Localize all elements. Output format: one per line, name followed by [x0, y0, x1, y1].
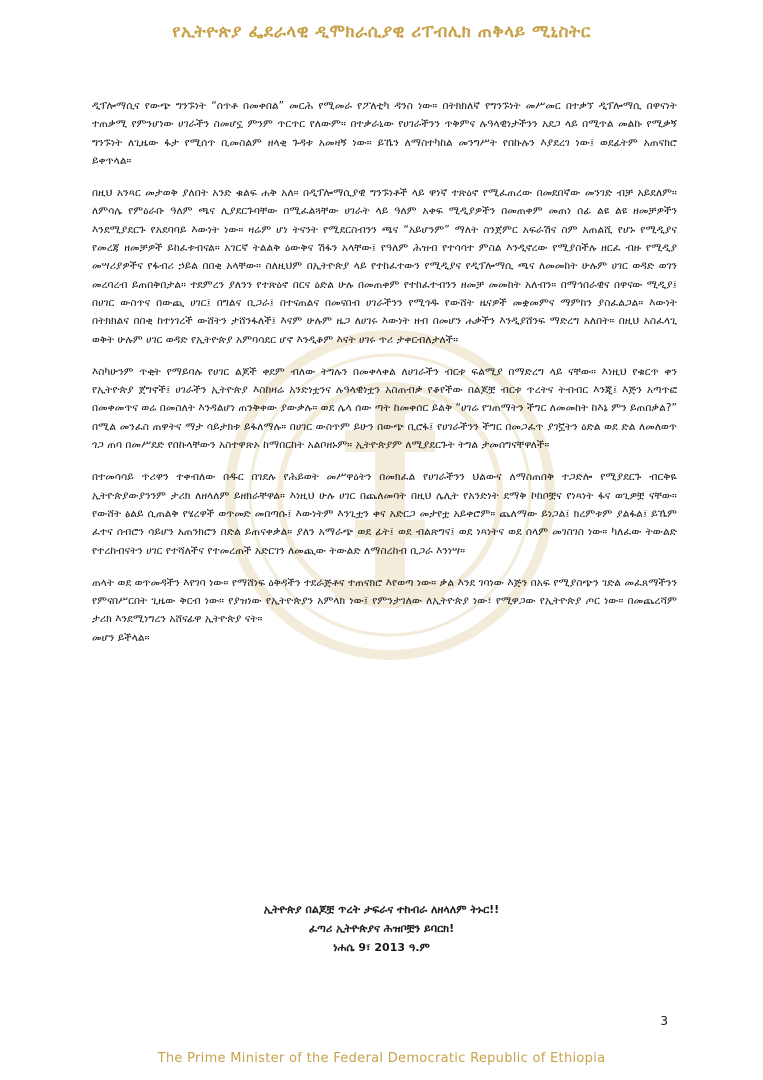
page-number: 3: [660, 1014, 668, 1028]
closing-block: [0, 900, 763, 957]
page-footer: The Prime Minister of the Federal Democratic Republic of Ethiopia: [157, 1051, 606, 1066]
paragraph-4: በተመሳሳይ ጥሪዋን ተቀብለው በዱር በገደሉ የሕይወት መሥዋዕትን በመክፈል የሀገራችንን ህልውና ለማስጠበቅ ተጋድሎ የሚያደርጉ ብርቅዬ ኢትዮጵያውያንንም ታሪክ ለዘላለም ይዘክራቸዋል። እነዚህ ሁሉ ሀገር በጨለመባት በዚህ ሌሊት የአንድነት ደማቅ ኮከቦቿና የነጻነት ፋና ወጊዎቿ ናቸው። የውሸት ፅልይ ሲጠልቅ የሄረዋች ወጥመድ መበጣሱ፤ እውነትም እንጊቷን ቀና አድርጋ መታየቷ አይቀሮም። ጨለማው ይነጋል፤ ክረምቱም ያልፋል፤ ይኼም ፈተና ሰብሮን ሳይሆን አጠንክሮን በድል ይጠናቀቃል። ያለን አማራጭ ወደ ፊት፤ ወደ ብልጽግና፤ ወደ ነጻነትና ወደ ሰላም መገስገስ ነው። ካለፈው ትውልድ የተረከብናትን ሀገር የተሻለችና የተመረጠች አድርገን ለመጪው ትውልድ ለማስረከብ ቢጋራ እንነሣ።: [92, 471, 677, 557]
paragraph-1: ዲፕሎማሲና የውጭ ግንኙነት “ሰጥቶ በመቀበል” መርሕ የሚመራ የፖለቲካ ዳንስ ነው። በትክክለኛ የግንኙነት መሥመር በተቃኘ ዲፕሎማሲ በዋናነት ተጠቃሚ የምንሆነው ሀገራችን ስመሆኗ ምንም ጥርጥር የለውም። በተቃራኒው የሀገራችንን ጥቅምና ሉዓላዊነታችንን አደጋ ላይ በሚጥል መልኩ የሚቃኝ ግንኙነት ለጊዜው ፋታ የሚሰጥ ቢመስልም ዘላቂ ጉዳቱ አመዛኝ ነው። ይኼን ለማስተካከል መንግሥት የበኩሉን እያደረገ ነው፤ ወደፊትም አጠናክሮ ይቀጥላል።: [92, 100, 677, 167]
paragraph-3: እስካሁንም ጥቂት የማይባሉ የሀገር ልጆች ቀደም ብለው ትግሉን በመቀላቀል ለሀገራችን ብርቱ ፍልሚያ በማድረግ ላይ ናቸው። እነዚህ የቁርጥ ቀን የኢትዮጵያ ጀግኖች፤ ሀገራችን ኢትዮጵያ እስከዛሬ አንድነቷንና ሉዓላዊነቷን አስጠብቃ የቆየችው በልጆቿ ብርቱ ጥረትና ትብብር እንጂ፤ እጅን አጣጥፎ በመቀመጥና ወሬ በመስለት እንዳልሆነ ጠንቅቀው ያውቃሉ። ወደ ሌላ ሰው ጣት ከመቀሰር ይልቅ “ሀገሬ የገጠማትን ችግር ለመመከት ከእኔ ምን ይጠበቃል?” በሚል መንፈስ ጠዋትና ማታ ሳይታክቱ ይፋለማሉ። በሀገር ውስጥም ይሁን በውጭ ቢሮፋ፤ የሀገራችንን ችግር በመጋፈጥ ያገኟትን ዕድል ወደ ድል ለመለወጥ ጎጋ ጠባ በመሥደድ የበኩላቸውን አስተዋጽኦ ከማበርከት አልቦዘኑም። ኢትዮጵያም ለሚያደርጉት ትግል ታመሰግናቸዋለች።: [92, 365, 677, 452]
paragraph-2: በዚህ አንጻር መታወቅ ያለበት አንድ ቁልፍ ሐቅ አለ። በዲፕሎማሲያዊ ግንኙነቶች ላይ ዋነኛ ተጽዕኖ የሚፈጠረው በመደበኛው መንገድ ብቻ አይደለም። ለምሳሌ የምዕራቡ ዓለም ጫና ሊያደርጉባቸው በሚፈልጓቸው ሀገራት ላይ ዓለም አቀፍ ሚዲያዎችን በመጠቀም መጠነ ሰፊ ልዩ ልዩ ዘመቻዎችን እንደሚያደርጉ የአደባባይ እውነት ነው። ዛሬም ሆነ ትናንት የሚደርስብንን ጫና “አይሆንም” ማለት ስንጀምር አፍራሽና ስም አጠልሺ የሆኑ የሚዲያና የመረጃ ዘመቻዎች ይከፈቱብናል። አገርኛ ትልልቅ ዕውቅና ሽፋን አላቸው፤ የዓለም ሕዝብ የተሳሳተ ምስል እንዲኖረው የሚያስችሉ ዘርፈ ብዙ የሚዲያ መሣሪያዎችና የፋብሪ ኃይል በበቂ አላቸው። ስለዚህም በኢትዮጵያ ላይ የተከፈተውን የሚዲያና የዲፕሎማሲ ጫና ለመመከት ሁሉም ሀገር ወዳድ ወገን መረባረብ ይጠበቅበታል። ተደምረን ያለንን የተጽዕኖ በርና ዕድል ሁሉ በመጠቀም የተከፈተብንን ዘመቻ መመከት አለብን። በማኅበራዊና በዋናው ሚዲያ፤ በሀገር ውስጥና በውጪ ሀገር፤ በግልና ቢጋራ፤ በተናጠልና በመናበብ ሀገራችንን የሚጎዱ የውሸት ዜናዎች መቋመምና ማምከን ያስፈልጋል። እውነት በትክክልና በበቂ ከተነገረች ውሸትን ታሸንፋለች፤ እናም ሁሉም ዜጋ ለሀገሩ እውነት ዘብ በመሆን ሐቃችን እንዲያሸንፍ ማድረግ አለበት። በዚህ አስፈላጊ ወቅት ሁሉም ሀገር ወዳድ የኢትዮጵያ አምባሳደር ሆኖ እንዲቆም እናት ሀገሩ ጥሪ ታቀርብለታለች።: [92, 187, 677, 346]
letter-body: [92, 97, 677, 647]
paragraph-5-tail: መሆን ይችላል።: [92, 631, 150, 644]
paragraph-5: ጠላት ወደ ወጥመዳችን እየገባ ነው። የማሸነፍ ዕቅዳችን ተደራጅቶና ተጠናክሮ እየወጣ ነው። ቃል እንደ ገባነው እጅን በአፍ የሚያስጭን ገድል መፈጸማችንን የምናበሥርበት ጊዜው ቅርብ ነው። የያዝነው የኢትዮጵያን አምላክ ነው፤ የምንታገለው ለኢትዮጵያ ነው፣ የሚዋጋው የኢትዮጵያ ጦር ነው። በመጨረሻም ታሪክ እንደሚነግረን አሸናፊዋ ኢትዮጵያ ናት።: [92, 576, 677, 626]
closing-date: ነሐሴ 9፣ 2013 ዓ.ም: [333, 941, 430, 954]
closing-line-1: ኢትዮጵያ በልጆቿ ጥረት ታፍራና ተከብራ ለዘላለም ትኑር!!: [263, 903, 500, 916]
page-header-title: የኢትዮጵያ ፌደራላዊ ዲሞክራሲያዊ ሪፐብሊክ ጠቅላይ ሚኒስትር: [172, 22, 591, 42]
closing-line-2: ፈጣሪ ኢትዮጵያና ሕዝቦቿን ይባርክ!: [308, 922, 455, 935]
